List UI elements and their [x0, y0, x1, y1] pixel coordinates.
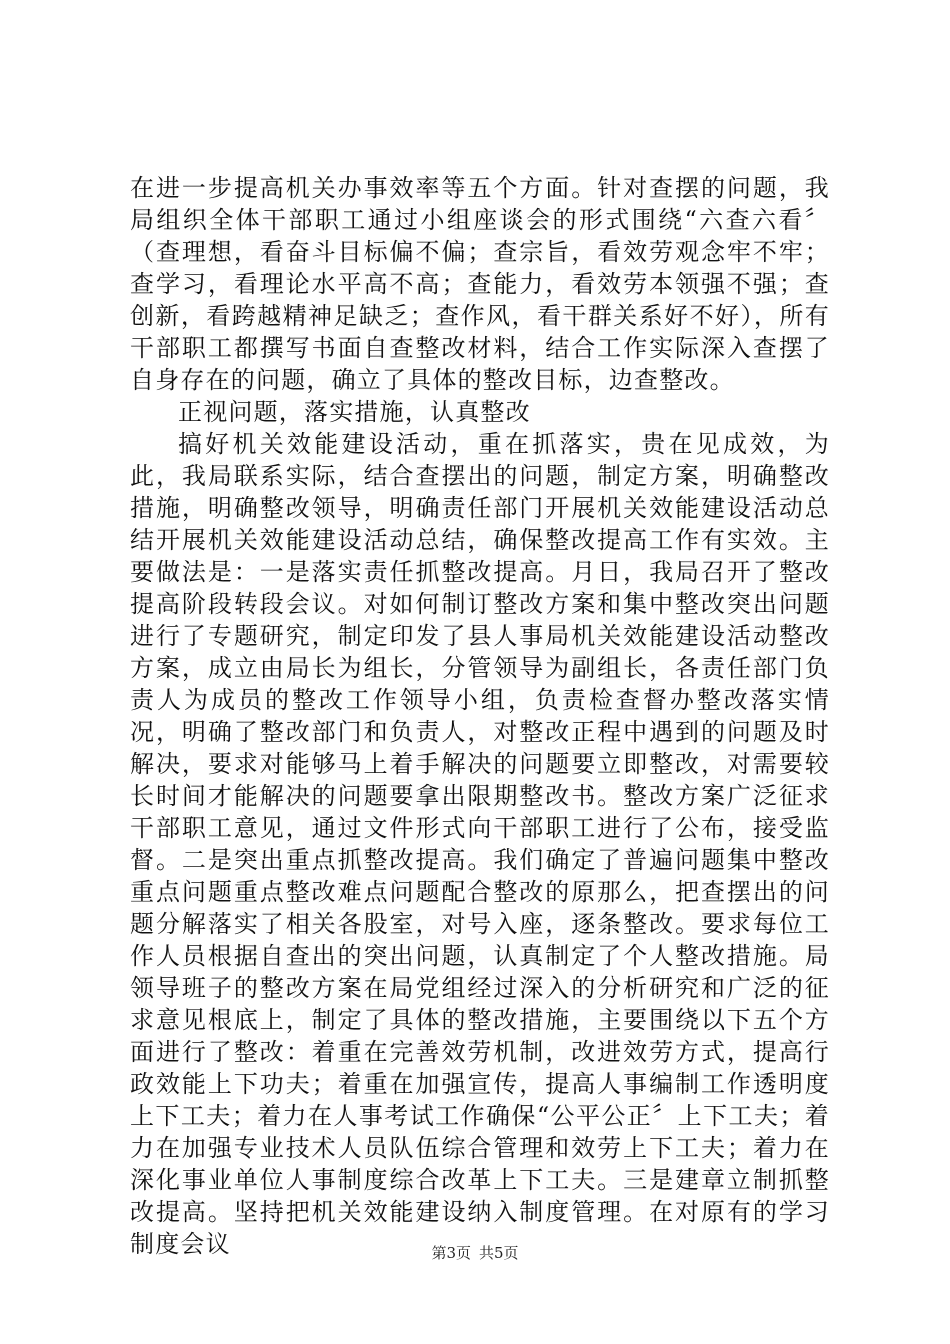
paragraph-2: 搞好机关效能建设活动，重在抓落实，贵在见成效，为此，我局联系实际，结合查摆出的问题，制定方案，明确整改措施，明确整改领导，明确责任部门开展机关效能建设活动总结开展机关效能建设活动总结，确保整改提高工作有实效。主要做法是：一是落实责任抓整改提高。月日，我局召开了整改提高阶段转段会议。对如何制订整改方案和集中整改突出问题进行了专题研究，制定印发了县人事局机关效能建设活动整改方案，成立由局长为组长，分管领导为副组长，各责任部门负责人为成员的整改工作领导小组，负责检查督办整改落实情况，明确了整改部门和负责人，对整改正程中遇到的问题及时解决，要求对能够马上着手解决的问题要立即整改，对需要较长时间才能解决的问题要拿出限期整改书。整改方案广泛征求干部职工意见，通过文件形式向干部职工进行了公布，接受监督。二是突出重点抓整改提高。我们确定了普遍问题集中整改重点问题重点整改难点问题配合整改的原那么，把查摆出的问题分解落实了相关各股室，对号入座，逐条整改。要求每位工作人员根据自查出的突出问题，认真制定了个人整改措施。局领导班子的整改方案在局党组经过深入的分析研究和广泛的征求意见根底上，制定了具体的整改措施，主要围绕以下五个方面进行了整改：着重在完善效劳机制，改进效劳方式，提高行政效能上下功夫；着重在加强宣传，提高人事编制工作透明度上下工夫；着力在人事考试工作确保“公平公正〞上下工夫；着力在加强专业技术人员队伍综合管理和效劳上下工夫；着力在深化事业单位人事制度综合改革上下工夫。三是建章立制抓整改提高。坚持把机关效能建设纳入制度管理。在对原有的学习制度会议: [130, 430, 830, 1258]
page-total: 共5页: [479, 1244, 519, 1262]
paragraph-1: 在进一步提高机关办事效率等五个方面。针对查摆的问题，我局组织全体干部职工通过小组座谈会的形式围绕“六查六看〞（查理想，看奋斗目标偏不偏；查宗旨，看效劳观念牢不牢；查学习，看理论水平高不高；查能力，看效劳本领强不强；查创新，看跨越精神足缺乏；查作风，看干群关系好不好），所有干部职工都撰写书面自查整改材料，结合工作实际深入查摆了自身存在的问题，确立了具体的整改目标，边查整改。: [130, 174, 830, 394]
page-footer: [0, 1243, 950, 1263]
section-heading: 正视问题，落实措施，认真整改: [178, 398, 531, 426]
document-body: [130, 172, 830, 1260]
page-number: 第3页: [431, 1244, 471, 1262]
